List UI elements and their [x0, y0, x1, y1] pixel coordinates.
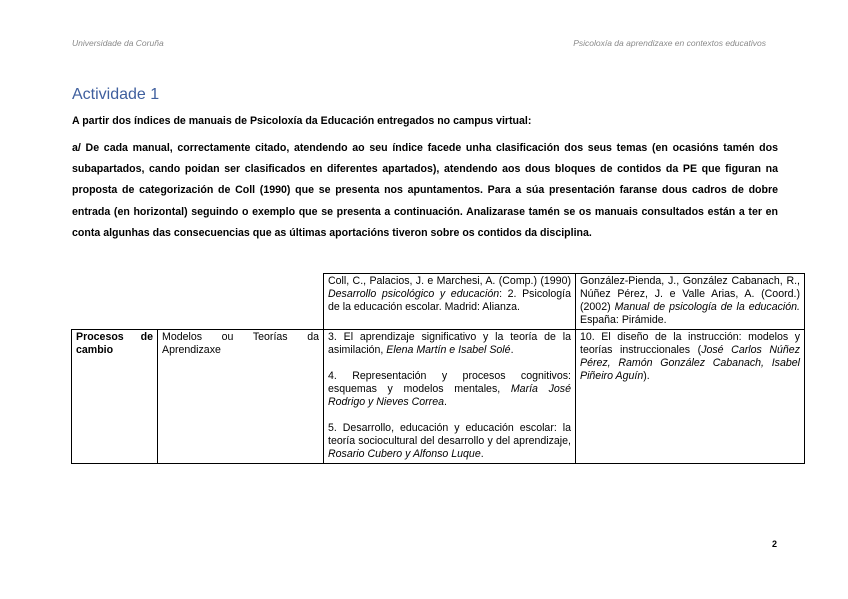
classification-table — [71, 273, 805, 464]
topic-entry: 5. Desarrollo, educación y educación escolar: la teoría sociocultural del desarrollo y del aprendizaje, Rosario Cubero y Alfonso Luque. — [328, 422, 571, 460]
instructions-heading: A partir dos índices de manuais de Psicoloxía da Educación entregados no campus virtual: — [72, 115, 532, 127]
page-number: 2 — [771, 539, 777, 549]
manual-1-citation: Coll, C., Palacios, J. e Marchesi, A. (Comp.) (1990) Desarrollo psicológico y educación: 2. Psicología de la educación escolar. Madrid: Alianza. — [324, 274, 576, 330]
table-header-row — [72, 274, 805, 330]
manual-2-topics — [576, 330, 805, 464]
table-row — [72, 330, 805, 464]
instructions-paragraph: a/ De cada manual, correctamente citado, atendendo ao seu índice facede unha clasificación dos seus temas (en ocasións tamén dos subapartados, cando poidan ser clasificados en diferentes apartados), atendendo aos dous bloques de contidos da PE que figuran na proposta de categorización de Coll (1990) que se presenta nos apuntamentos. Para a súa presentación faranse dous cadros de dobre entrada (en horizontal) seguindo o exemplo que se presenta a continuación. Analizarase tamén se os manuais consultados están a ter en conta algunhas das consecuencias que as últimas aportacións tiveron sobre os contidos da disciplina. — [72, 142, 778, 239]
manual-2-citation: González-Pienda, J., González Cabanach, R., Núñez Pérez, J. e Valle Arias, A. (Coord.) (2002) Manual de psicología de la educación. España: Pirámide. — [576, 274, 805, 330]
header-course-title: Psicoloxía da aprendizaxe en contextos educativos — [573, 38, 766, 48]
topic-entry: 4. Representación y procesos cognitivos: esquemas y modelos mentales, María José Rodrigo y Nieves Correa. — [328, 370, 571, 408]
header-institution: Universidade da Coruña — [72, 38, 164, 48]
manual-1-topics — [324, 330, 576, 464]
topic-entry: 10. El diseño de la instrucción: modelos y teorías instruccionales (José Carlos Núñez Pérez, Ramón González Cabanach, Isabel Piñeiro Aguín). — [580, 331, 800, 382]
topic-entry: 3. El aprendizaje significativo y la teoría de la asimilación, Elena Martín e Isabel Solé. — [328, 331, 571, 356]
manual-1-title: Desarrollo psicológico y educación — [328, 288, 500, 300]
manual-2-title: Manual de psicología de la educación. — [614, 301, 800, 313]
page-title: Actividade 1 — [72, 86, 160, 103]
category-cell: Procesos de cambio — [72, 330, 158, 464]
subcategory-cell: Modelos ou Teorías da Aprendizaxe — [158, 330, 324, 464]
